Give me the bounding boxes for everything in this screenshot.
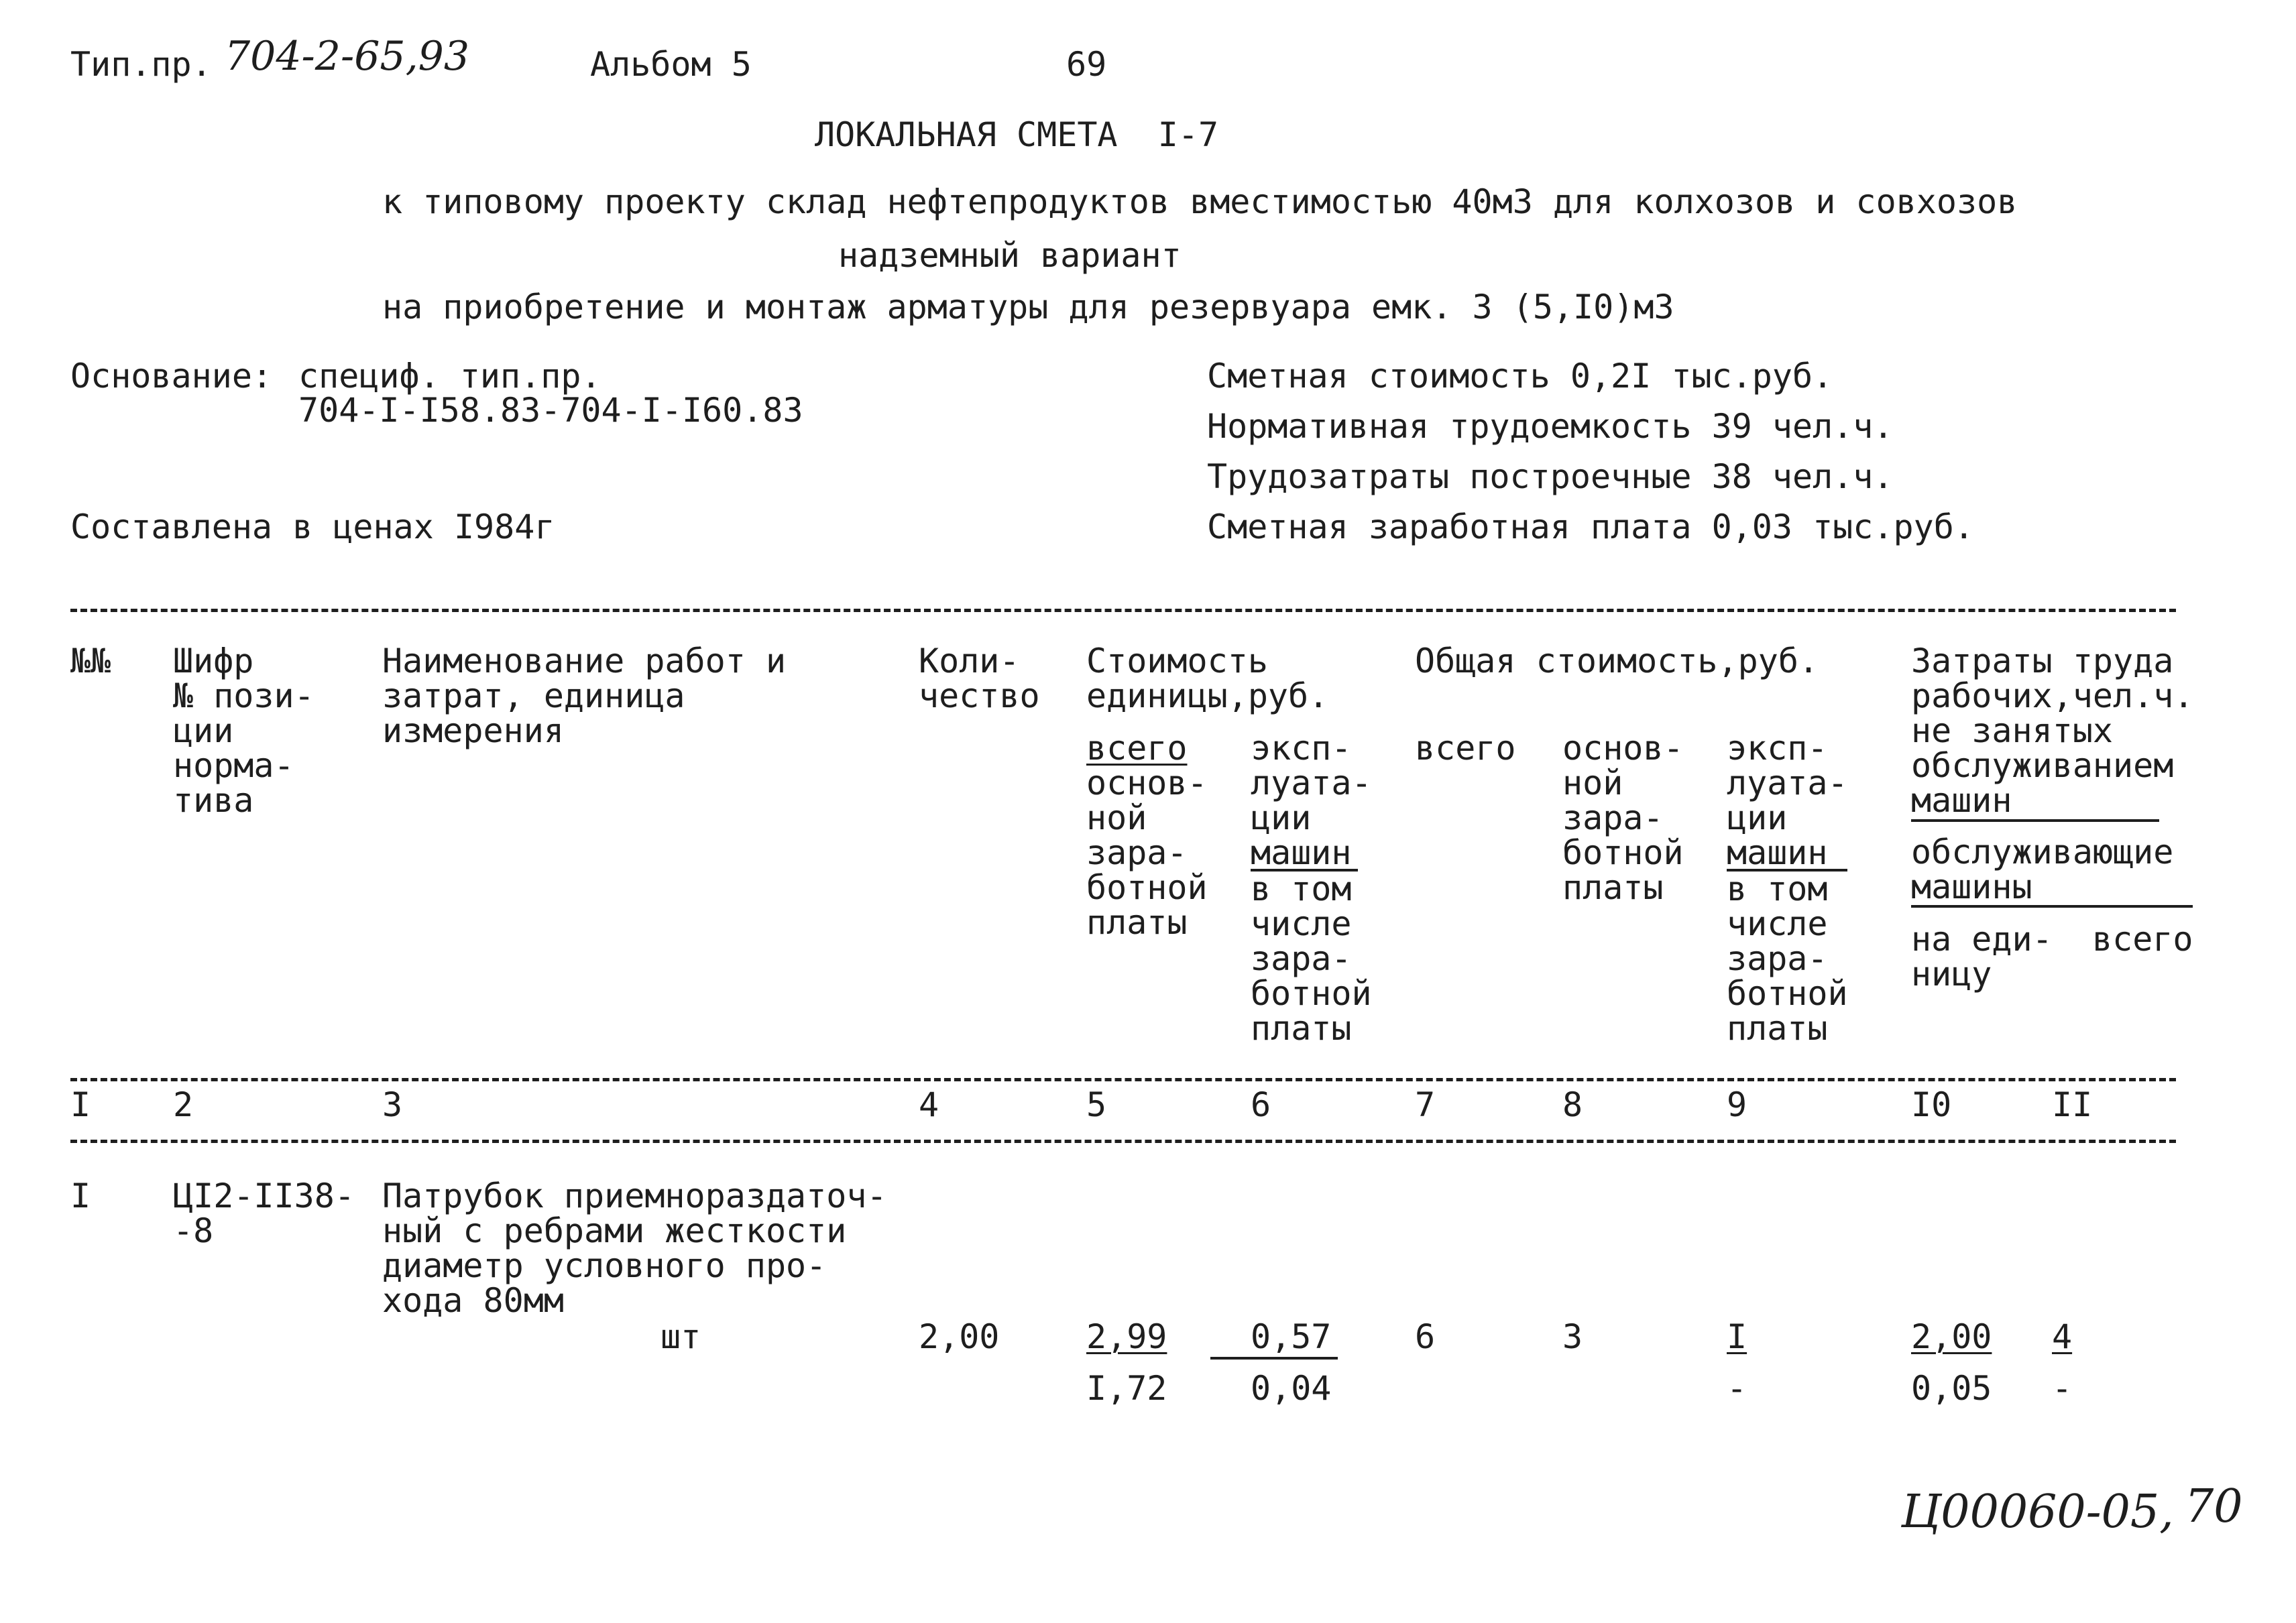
row-qty: 2,00	[919, 1317, 1000, 1356]
title-line-2: надземный вариант	[838, 236, 1182, 275]
footer-stamp: Ц00060-05,	[1901, 1486, 2174, 1539]
column-numbers-bottom-rule	[70, 1140, 2176, 1143]
header-code: Шифр № пози- ции норма- тива	[173, 642, 314, 820]
header-total-basic-wage: основ- ной зара- ботной платы	[1562, 729, 1684, 907]
row-unit-basic-wage: I,72	[1086, 1369, 1167, 1408]
row-total-all: 6	[1415, 1317, 1436, 1356]
estimated-cost: Сметная стоимость 0,2I тыс.руб.	[1207, 357, 1833, 396]
row-total-machine: I	[1727, 1317, 1747, 1356]
header-bottom-rule	[70, 1078, 2176, 1081]
row-unit-machine-wage: 0,04	[1251, 1369, 1332, 1408]
column-number: I0	[1911, 1085, 1952, 1124]
row-labor-total-serving: -	[2052, 1369, 2073, 1408]
header-name: Наименование работ и затрат, единица измерения	[382, 642, 787, 750]
row-unit-total: 2,99	[1086, 1317, 1167, 1356]
header-labor-per-unit: на еди- ницу	[1911, 920, 2053, 994]
construction-labor: Трудозатраты построечные 38 чел.ч.	[1207, 457, 1894, 496]
basis-line-2: 704-I-I58.83-704-I-I60.83	[298, 391, 803, 430]
header-labor: Затраты труда рабочих,чел.ч. не занятых обслуживанием	[1911, 642, 2194, 785]
prices-basis: Составлена в ценах I984г	[70, 507, 555, 546]
row-unit: шт	[661, 1317, 701, 1356]
header-no: №№	[70, 642, 111, 680]
header-total-machine: эксп- луата- ции машин	[1727, 729, 1848, 872]
album-label: Альбом 5	[590, 45, 752, 84]
column-number: 7	[1415, 1085, 1436, 1124]
header-total-machine-wage: в том числе зара- ботной платы	[1727, 869, 1848, 1048]
row-labor-unit-serving: 0,05	[1911, 1369, 1992, 1408]
column-number: 3	[382, 1085, 403, 1124]
header-labor-machines-1: машин	[1911, 781, 2012, 820]
header-unit-basic-wage: основ- ной зара- ботной платы	[1086, 764, 1208, 942]
title-line-1: к типовому проекту склад нефтепродуктов вместимостью 40м3 для колхозов и совхозов	[382, 182, 2018, 221]
title-line-3: на приобретение и монтаж арматуры для резервуара емк. 3 (5,I0)м3	[382, 288, 1674, 326]
footer-sheet-number: 70	[2185, 1480, 2243, 1533]
header-unit-total: всего	[1086, 729, 1188, 768]
header-labor-rule-2	[1911, 905, 2193, 908]
header-labor-rule-1	[1911, 819, 2159, 822]
column-number: I	[70, 1085, 91, 1124]
column-number: 9	[1727, 1085, 1747, 1124]
page-number: 69	[1066, 45, 1107, 84]
header-unit-machine: эксп- луата- ции машин	[1251, 729, 1372, 872]
column-number: II	[2052, 1085, 2093, 1124]
normative-labor: Нормативная трудоемкость 39 чел.ч.	[1207, 407, 1894, 446]
row-total-machine-wage: -	[1727, 1369, 1747, 1408]
row-unit-machine-rule	[1210, 1357, 1338, 1360]
header-total-cost: Общая стоимость,руб.	[1415, 642, 1819, 680]
header-unit-machine-wage: в том числе зара- ботной платы	[1251, 869, 1372, 1048]
header-unit-cost: Стоимость единицы,руб.	[1086, 642, 1329, 715]
column-number: 2	[173, 1085, 194, 1124]
header-labor-serving: обслуживающие	[1911, 833, 2174, 871]
typical-project-label: Тип.пр.	[70, 45, 212, 84]
basis-label: Основание:	[70, 357, 273, 396]
typical-project-number: 704-2-65,93	[225, 33, 470, 80]
column-number: 6	[1251, 1085, 1271, 1124]
basis-line-1: специф. тип.пр.	[298, 357, 601, 396]
table-top-rule	[70, 609, 2176, 612]
document-title: ЛОКАЛЬНАЯ СМЕТА I-7	[815, 115, 1219, 154]
row-code: ЦI2-II38- -8	[173, 1177, 355, 1250]
column-number: 5	[1086, 1085, 1107, 1124]
row-no: I	[70, 1177, 91, 1215]
row-labor-total-not-serving: 4	[2052, 1317, 2073, 1356]
row-labor-unit-not-serving: 2,00	[1911, 1317, 1992, 1356]
header-qty: Коли- чество	[919, 642, 1040, 715]
header-labor-total: всего	[2092, 920, 2193, 959]
column-number: 4	[919, 1085, 939, 1124]
row-unit-machine: 0,57	[1251, 1317, 1332, 1356]
header-labor-machines-2: машины	[1911, 867, 2032, 906]
estimated-wages: Сметная заработная плата 0,03 тыс.руб.	[1207, 507, 1974, 546]
column-number: 8	[1562, 1085, 1583, 1124]
row-total-basic-wage: 3	[1562, 1317, 1583, 1356]
row-name: Патрубок приемнораздаточ- ный с ребрами жесткости диаметр условного про- хода 80мм	[382, 1177, 887, 1320]
header-total-all: всего	[1415, 729, 1516, 768]
